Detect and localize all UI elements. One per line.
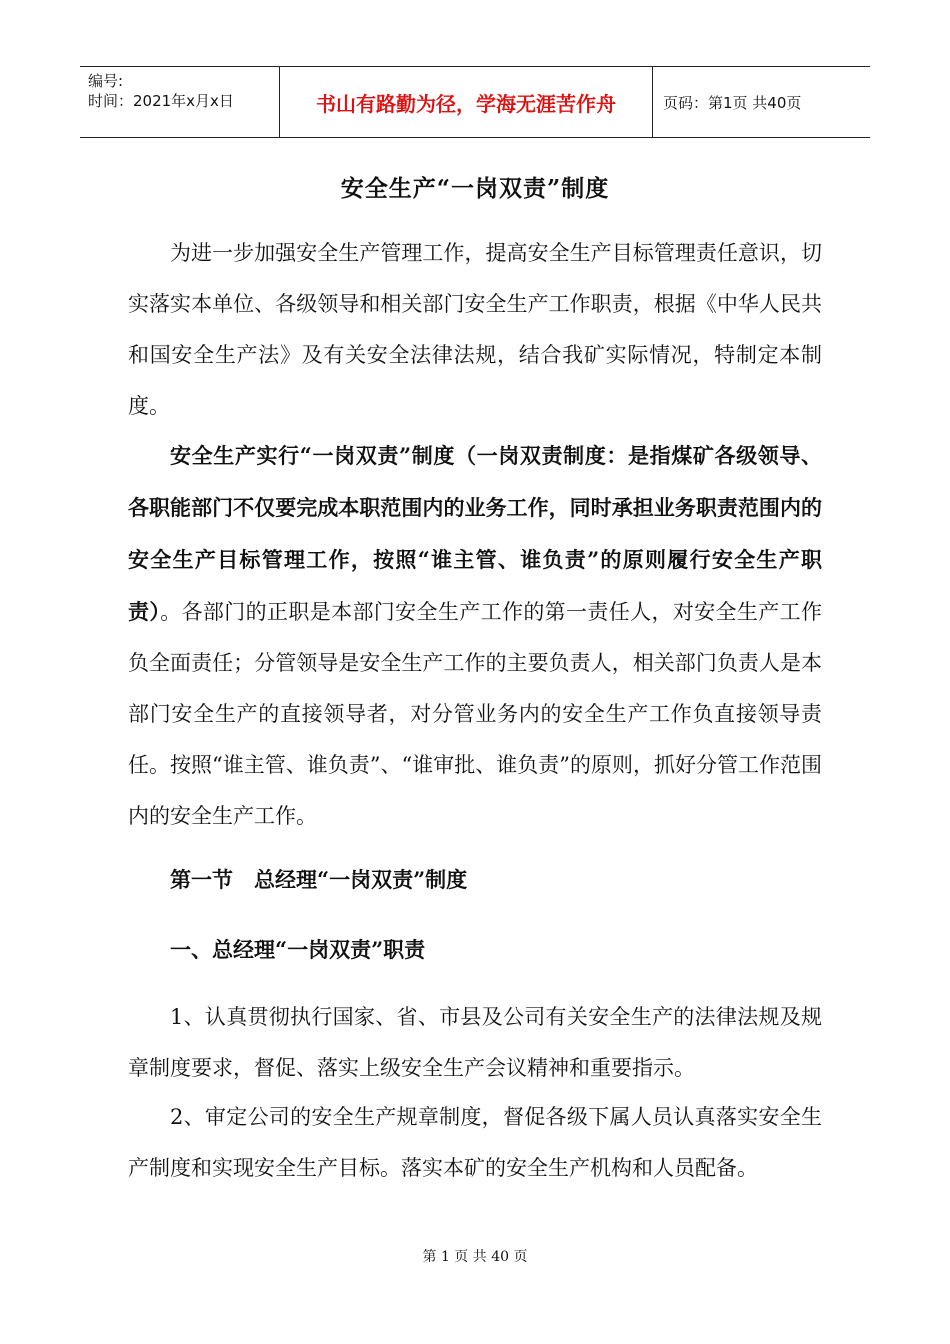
header-page-info: 页码：第1页 共40页 [663,93,802,112]
definition-normal-text: 。各部门的正职是本部门安全生产工作的第一责任人，对安全生产工作负全面责任；分管领导是安全生产工作的主要负责人，相关部门负责人是本部门安全生产的直接领导者，对分管业务内的安全生产工作负直接领导责任。按照“谁主管、谁负责”、“谁审批、谁负责”的原则，抓好分管工作范围内的安全生产工作。 [128,600,822,828]
section-heading: 第一节 总经理“一岗双责”制度 [170,867,468,892]
header-motto: 书山有路勤为径，学海无涯苦作舟 [280,67,653,137]
definition-bold-text: 安全生产实行“一岗双责”制度（一岗双责制度：是指煤矿各级领导、各职能部门不仅要完成本职范围内的业务工作，同时承担业务职责范围内的安全生产目标管理工作，按照“谁主管、谁负责”的原则履行安全生产职责） [128,443,822,624]
definition-paragraph [128,430,822,842]
list-item-1: 1、认真贯彻执行国家、省、市县及公司有关安全生产的法律法规及规章制度要求，督促、落实上级安全生产会议精神和重要指示。 [128,1005,822,1080]
date-label: 时间：2021年x月x日 [88,92,234,110]
document-title: 安全生产“一岗双责”制度 [340,175,610,202]
page-header [80,66,870,138]
page-footer: 第 1 页 共 40 页 [422,1249,528,1265]
intro-paragraph: 为进一步加强安全生产管理工作，提高安全生产目标管理责任意识，切实落实本单位、各级领导和相关部门安全生产工作职责，根据《中华人民共和国安全生产法》及有关安全法律法规，结合我矿实际情况，特制定本制度。 [128,241,822,418]
list-item-2: 2、审定公司的安全生产规章制度，督促各级下属人员认真落实安全生产制度和实现安全生产目标。落实本矿的安全生产机构和人员配备。 [128,1105,822,1180]
header-meta [80,67,280,137]
subsection-heading: 一、总经理“一岗双责”职责 [170,937,426,962]
number-label: 编号: [88,72,124,90]
